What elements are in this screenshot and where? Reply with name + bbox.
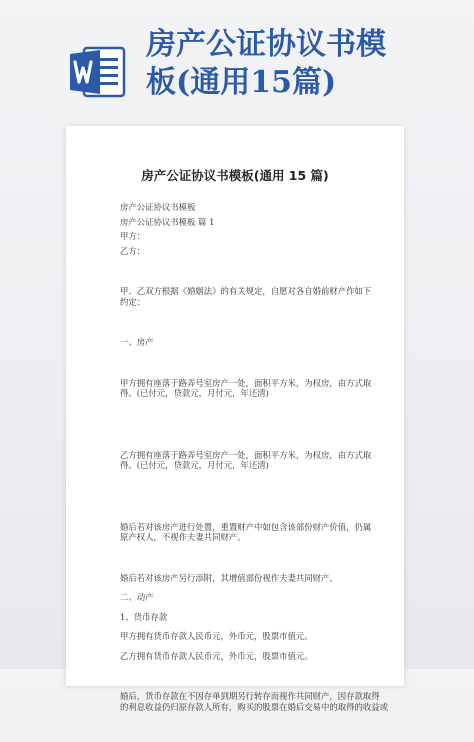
text-line: 甲、乙双方根据《婚姻法》的有关规定，自愿对各自婚前财产作如下 bbox=[120, 286, 372, 296]
paragraph bbox=[120, 592, 370, 603]
paragraph bbox=[120, 651, 370, 662]
document-body bbox=[120, 202, 388, 742]
paragraph bbox=[120, 246, 370, 257]
paragraph bbox=[120, 612, 370, 623]
microsoft-word-icon-graphic bbox=[66, 40, 130, 104]
title-line-1: 房产公证协议书模 bbox=[146, 27, 386, 62]
text-line: 婚后若对该房产另行添附，其增值部份视作夫妻共同财产。 bbox=[120, 572, 338, 583]
text-line: 乙方： bbox=[120, 245, 146, 256]
title-line-2: 板(通用15篇) bbox=[146, 65, 337, 100]
paragraph bbox=[120, 357, 370, 420]
text-line: 婚后，货币存款在不因存单到期另行转存而视作共同财产，因存款取得 bbox=[120, 691, 380, 701]
paragraph bbox=[120, 202, 370, 213]
text-line: 婚后若对该房产进行处置，重置财产中如包含该部份财产价值，仍属 bbox=[120, 521, 372, 532]
text-line: 甲方拥有货币存款人民币元，外币元，股票市值元。 bbox=[120, 631, 313, 641]
text-line: 乙方拥有座落于路弄号室房产一处，面积平方米，为权房，由方式取 bbox=[120, 449, 372, 460]
text-line: 房产公证协议书模板 篇 1 bbox=[120, 216, 215, 227]
text-line: 甲方拥有座落于路弄号室房产一处，面积平方米，为权房，由方式取 bbox=[120, 377, 372, 388]
document-page bbox=[66, 126, 404, 712]
text-line: 的利息收益仍归原存款人所有，购买的股票在婚后交易中的取得的收益或 bbox=[120, 701, 388, 712]
text-line: 约定： bbox=[120, 296, 146, 307]
text-line: 二、动产 bbox=[120, 592, 154, 602]
text-line: 房产公证协议书模板 bbox=[120, 202, 196, 212]
paragraph bbox=[120, 231, 370, 242]
text-line: 1、货币存款 bbox=[120, 611, 168, 622]
page-header bbox=[0, 0, 474, 120]
text-line: 得。(已付元，贷款元，月付元，年还清) bbox=[120, 388, 269, 398]
paragraph bbox=[120, 265, 370, 328]
paragraph bbox=[120, 337, 370, 348]
text-line: 甲方： bbox=[120, 231, 146, 241]
text-line: 原产权人，不视作夫妻共同财产。 bbox=[120, 532, 246, 542]
document-heading: 房产公证协议书模板(通用 15 篇) bbox=[141, 168, 329, 183]
paragraph bbox=[120, 670, 388, 733]
paragraph bbox=[120, 631, 370, 642]
paragraph bbox=[120, 429, 370, 492]
text-line: 得。(已付元，贷款元，月付元，年还清) bbox=[120, 460, 269, 470]
microsoft-word-icon bbox=[66, 40, 130, 104]
paragraph bbox=[120, 501, 370, 564]
text-line: 一、房产 bbox=[120, 337, 154, 347]
text-line: 乙方拥有货币存款人民币元，外币元，股票市值元。 bbox=[120, 650, 313, 661]
paragraph bbox=[120, 573, 370, 584]
page-title bbox=[146, 26, 466, 102]
paragraph bbox=[120, 217, 370, 228]
